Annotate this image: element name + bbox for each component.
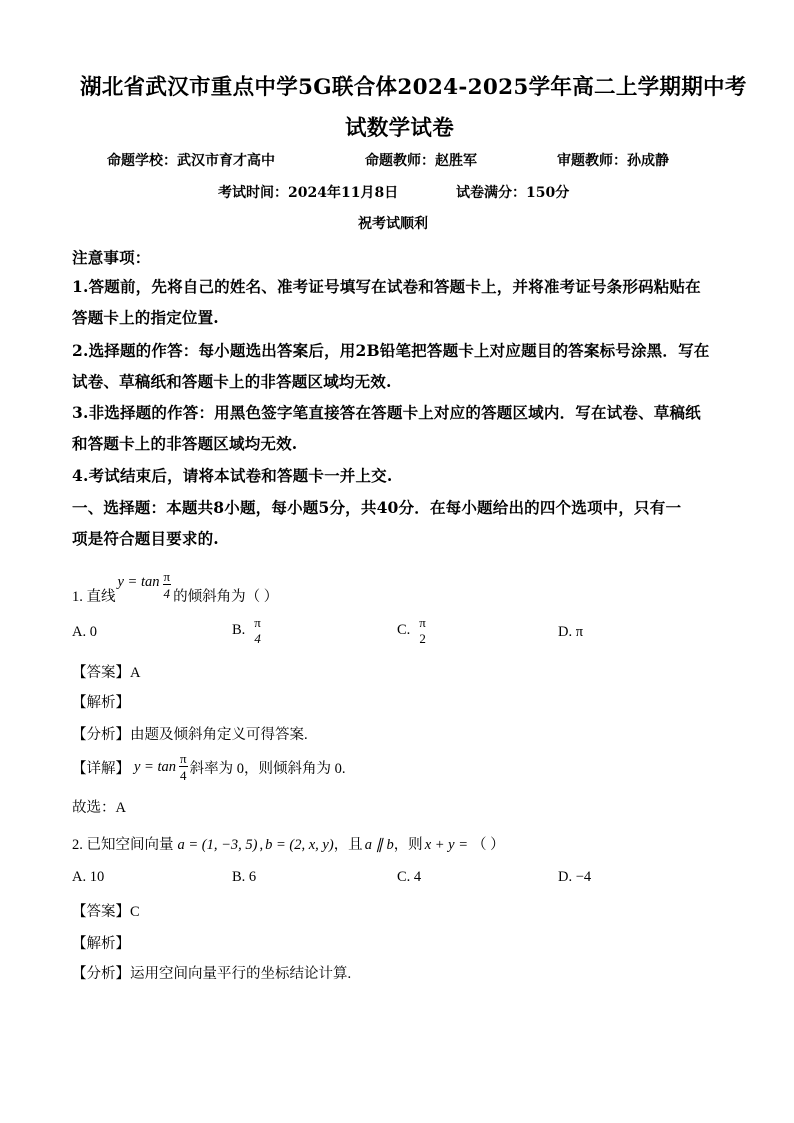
question-text: ，则	[393, 837, 423, 853]
note-line: 4.考试结束后，请将本试卷和答题卡一并上交.	[72, 466, 393, 485]
option-c	[397, 616, 427, 645]
fraction-denominator: 4	[180, 768, 187, 783]
option-a: A. 0	[72, 624, 97, 640]
question-1-stem	[72, 565, 278, 606]
exam-time: 考试时间：2024年11月8日	[218, 185, 399, 201]
option-a: A. 10	[72, 869, 105, 885]
reviewer-label: 审题教师：孙成静	[557, 153, 669, 169]
question-2-stem: 2. 已知空间向量 a = (1, −3, 5) , b = (2, x, y) ，且 a ∥ b ，则 x + y = （ ）	[72, 833, 505, 854]
expression: x + y =	[424, 837, 469, 853]
fraction-denominator: 4	[254, 631, 261, 646]
answer-paren: （ ）	[472, 837, 505, 853]
fraction	[253, 616, 262, 645]
analysis-label: 【解析】	[72, 695, 130, 711]
detail-result: 斜率为 0，则倾斜角为 0.	[189, 760, 346, 777]
option-label: B.	[232, 622, 246, 638]
option-d: D. −4	[558, 869, 592, 885]
question-number: 1. 直线	[72, 589, 116, 605]
option-label: C.	[397, 622, 411, 638]
fraction-numerator: π	[419, 615, 426, 630]
fraction-numerator: π	[163, 568, 171, 584]
question-text: 2. 已知空间向量	[72, 837, 174, 853]
exam-title-line2: 试数学试卷	[345, 116, 455, 141]
good-luck-text: 祝考试顺利	[358, 216, 428, 232]
equation: y = tan	[134, 758, 176, 775]
analysis-text: 【分析】由题及倾斜角定义可得答案.	[72, 727, 308, 743]
parallel-condition: a ∥ b	[364, 837, 394, 853]
teacher-label: 命题教师：赵胜军	[365, 153, 477, 169]
answer-label: 【答案】A	[72, 665, 141, 681]
equation: y = tan	[117, 574, 160, 590]
note-line: 试卷、草稿纸和答题卡上的非答题区域均无效.	[72, 372, 392, 391]
question-text: 的倾斜角为（ ）	[173, 589, 279, 605]
fraction-numerator: π	[254, 615, 261, 630]
fraction-numerator: π	[180, 751, 187, 766]
section-heading-cont: 项是符合题目要求的.	[72, 529, 219, 548]
full-score: 试卷满分：150分	[456, 185, 570, 201]
fraction-denominator: 4	[163, 585, 171, 601]
fraction-denominator: 2	[419, 631, 426, 646]
note-line: 3.非选择题的作答：用黑色签字笔直接答在答题卡上对应的答题区域内．写在试卷、草稿纸	[72, 403, 701, 422]
option-c: C. 4	[397, 869, 422, 885]
note-line: 2.选择题的作答：每小题选出答案后，用2B铅笔把答题卡上对应题目的答案标号涂黑．写在	[72, 341, 710, 360]
fraction	[179, 752, 188, 782]
detail-label: 【详解】	[72, 760, 130, 777]
answer-label: 【答案】C	[72, 904, 140, 920]
vector-b: b = (2, x, y)	[265, 837, 334, 853]
question-text: ，且	[333, 837, 363, 853]
detail-text	[72, 752, 345, 782]
vector-a: a = (1, −3, 5)	[177, 837, 258, 853]
exam-title-line1: 湖北省武汉市重点中学5G联合体2024-2025学年高二上学期期中考	[80, 75, 747, 100]
note-line: 1.答题前，先将自己的姓名、准考证号填写在试卷和答题卡上，并将准考证号条形码粘贴在	[72, 277, 701, 296]
choose-text: 故选：A	[72, 800, 126, 816]
note-line: 和答题卡上的非答题区域均无效.	[72, 434, 298, 453]
option-b: B. 6	[232, 869, 257, 885]
section-heading: 一、选择题：本题共8小题，每小题5分，共40分．在每小题给出的四个选项中，只有一	[72, 498, 682, 517]
school-label: 命题学校：武汉市育才高中	[107, 153, 275, 169]
analysis-label: 【解析】	[72, 936, 130, 952]
fraction	[418, 616, 427, 645]
notes-heading: 注意事项：	[72, 248, 151, 267]
note-line: 答题卡上的指定位置.	[72, 308, 219, 327]
option-d: D. π	[558, 624, 584, 640]
option-b	[232, 616, 262, 645]
analysis-text: 【分析】运用空间向量平行的坐标结论计算.	[72, 966, 352, 982]
fraction	[163, 570, 172, 600]
